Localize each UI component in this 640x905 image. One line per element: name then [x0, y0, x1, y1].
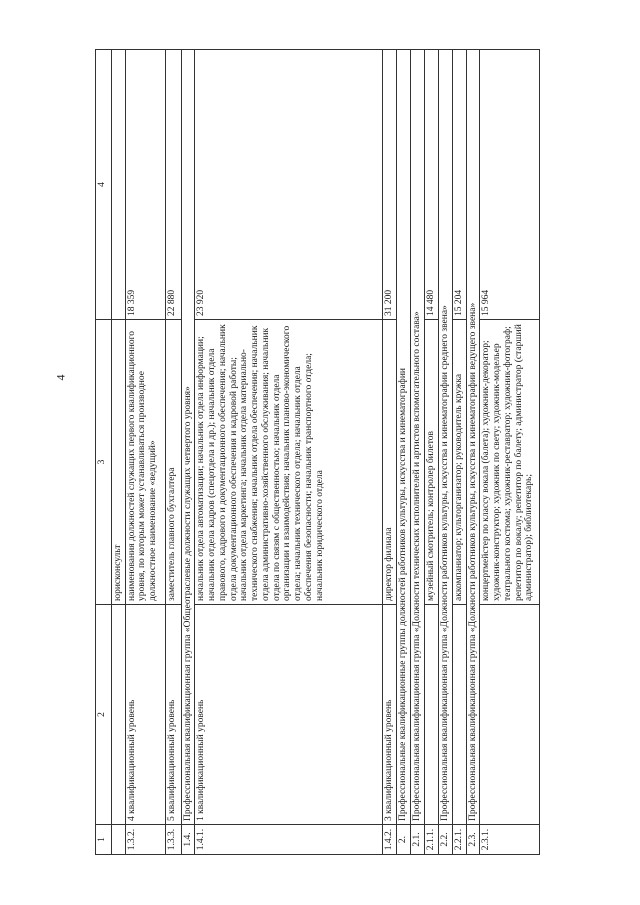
group-number: 2.3.	[466, 825, 480, 855]
group-title: Профессиональная квалификационная группа «Должности технических исполнителей и артистов вспомогательного состава»	[411, 50, 425, 825]
qualification-level: 5 квалификационный уровень	[165, 605, 181, 825]
table-row	[383, 50, 397, 855]
group-number: 2.1.	[411, 825, 425, 855]
salary-value: 14 480	[424, 50, 438, 320]
salary-value: 23 920	[195, 50, 383, 320]
qualification-level: 1 квалификационный уровень	[195, 605, 383, 825]
row-number: 1.3.3.	[165, 825, 181, 855]
position-names: директор филиала	[383, 320, 397, 605]
salary-value: 15 204	[452, 50, 466, 320]
table-row	[112, 50, 126, 855]
header-cell: 2	[96, 605, 112, 825]
group-number: 2.	[397, 825, 411, 855]
table-row	[424, 50, 438, 855]
table-row	[125, 50, 165, 855]
qualification-level: 4 квалификационный уровень	[125, 605, 165, 825]
position-names: юрисконсульт	[112, 320, 126, 605]
page-number: 4	[53, 374, 68, 381]
group-title: Профессиональная квалификационная группа «Должности работников культуры, искусства и кинематографии среднего звена»	[438, 50, 452, 825]
salary-value: 22 880	[165, 50, 181, 320]
header-cell: 4	[96, 50, 112, 320]
group-number: 1.4.	[181, 825, 195, 855]
table-row	[165, 50, 181, 855]
group-row	[397, 50, 411, 855]
position-names: аккомпаниатор; культорганизатор; руководитель кружка	[452, 320, 466, 605]
qualification-level: 3 квалификационный уровень	[383, 605, 397, 825]
row-number: 2.3.1.	[480, 825, 540, 855]
salary-value: 18 359	[125, 50, 165, 320]
group-row	[466, 50, 480, 855]
rotated-table-area	[95, 50, 535, 855]
group-title: Профессиональная квалификационная группа «Общеотраслевые должности служащих четвертого уровня»	[181, 50, 195, 825]
group-title: Профессиональная квалификационная группа «Должности работников культуры, искусства и кинематографии ведущего звена»	[466, 50, 480, 825]
position-names: начальник отдела автоматизации; начальник отдела информации; начальник отдела кадров (спецотдела и др.); начальник отдела правового, кадрового и документационного обеспечения; начальник отдела документационного обеспечения и кадровой работы; начальник отдела маркетинга; начальник отдела материально-технического снабжения; начальник отдела обеспечения; начальник отдела административно-хозяйственного обслуживания; начальник отдела по связям с общественностью; начальник отдела организации и взаимодействия; начальник планово-экономического отдела; начальник технического отдела; начальник отдела обеспечения безопасности; начальник транспортного отдела; начальник юридического отдела	[195, 320, 383, 605]
salary-value: 15 964	[480, 50, 540, 320]
qualification-level	[480, 605, 540, 825]
qualification-level	[452, 605, 466, 825]
salary-value	[112, 50, 126, 320]
row-number: 1.4.1.	[195, 825, 383, 855]
group-title: Профессиональные квалификационные группы должностей работников культуры, искусства и кинематографии	[397, 50, 411, 825]
group-number: 2.2.	[438, 825, 452, 855]
row-number: 1.3.2.	[125, 825, 165, 855]
salary-table	[95, 49, 540, 855]
row-number	[112, 825, 126, 855]
table-row	[195, 50, 383, 855]
table-row	[452, 50, 466, 855]
position-names: наименования должностей служащих первого квалификационного уровня, по которым может устанавливаться производное должностное наименование «ведущий»	[125, 320, 165, 605]
qualification-level	[424, 605, 438, 825]
row-number: 2.1.1.	[424, 825, 438, 855]
group-row	[438, 50, 452, 855]
qualification-level	[112, 605, 126, 825]
group-row	[181, 50, 195, 855]
position-names: концертмейстер по классу вокала (балета); художник-декоратор; художник-конструктор; художник по свету; художник-модельер театрального костюма; художник-реставратор; художник-фотограф; репетитор по вокалу; репетитор по балету; администратор (старший администратор); библиотекарь;	[480, 320, 540, 605]
header-cell: 3	[96, 320, 112, 605]
table-row	[480, 50, 540, 855]
position-names: музейный смотритель; контролер билетов	[424, 320, 438, 605]
salary-value: 31 200	[383, 50, 397, 320]
group-row	[411, 50, 425, 855]
table-header-row	[96, 50, 112, 855]
header-cell: 1	[96, 825, 112, 855]
row-number: 2.2.1.	[452, 825, 466, 855]
row-number: 1.4.2.	[383, 825, 397, 855]
position-names: заместитель главного бухгалтера	[165, 320, 181, 605]
